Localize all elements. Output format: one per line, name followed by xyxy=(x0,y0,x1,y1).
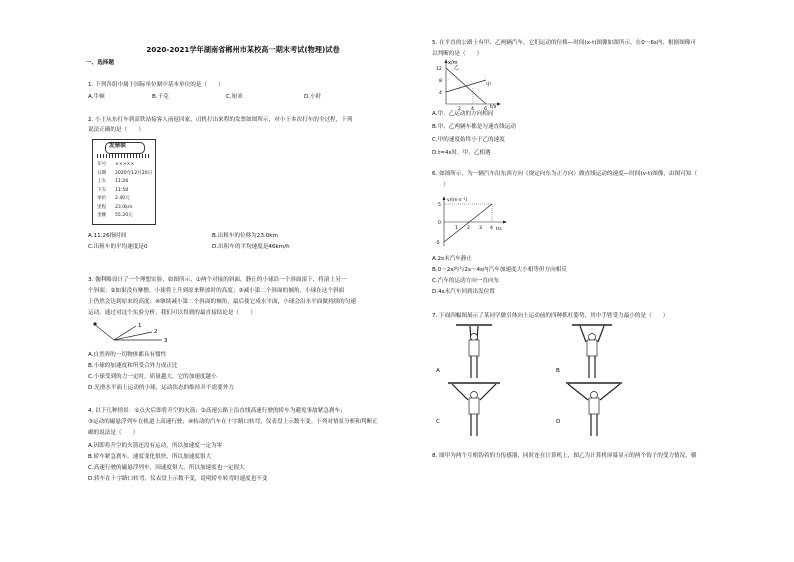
xt-xtick-6: 6 xyxy=(484,107,487,112)
vt-xtick-1: 1 xyxy=(455,226,458,231)
q3-option-c: C.小球受到的力一定时，质量越大，它的加速度越小 xyxy=(88,374,217,380)
vt-ytick-5: 5 xyxy=(438,203,441,208)
q6-line2: ） xyxy=(432,182,449,188)
xt-ytick-12: 12 xyxy=(436,67,442,72)
q4-line3: 确的说法是（ ） xyxy=(88,430,139,436)
q6-line1: 6. 如图所示，为一辆汽车沿东西方向（规定向东为正方向）做直线运动的速度—时间(v-t)图像，由图可知（ xyxy=(432,171,697,177)
receipt-row-label: 里程 xyxy=(97,204,107,210)
vt-xtick-2: 2 xyxy=(467,226,470,231)
receipt-row-label: 单价 xyxy=(97,196,107,201)
vt-graph xyxy=(434,192,510,250)
xt-graph xyxy=(434,56,504,112)
receipt-row-label: 上车 xyxy=(97,179,107,184)
q7-label-c: C xyxy=(436,419,440,425)
xt-ytick-4: 4 xyxy=(439,91,442,96)
xt-ytick-8: 8 xyxy=(439,79,442,84)
section-heading: 一、选择题 xyxy=(86,60,114,66)
q6-option-d: D.4s末汽车回到出发位置 xyxy=(432,289,495,295)
q3-line4: 运动。通过对这个实验分析，我们可以得到的最直接结论是（ ） xyxy=(88,310,256,316)
q4-option-b: B.轿车紧急刹车，速度变化很快，所以加速度很大 xyxy=(88,454,212,460)
q4-option-c: C.高速行驶的磁悬浮列车，因速度很大，所以加速度也一定很大 xyxy=(88,465,245,471)
q1-option-d: D.小时 xyxy=(304,94,322,100)
vt-xtick-4: 4 xyxy=(490,226,493,231)
q1-stem: 1. 下列各组中属于国际单位制中基本单位的是（ ） xyxy=(88,82,224,88)
receipt-row-value: ××××× xyxy=(115,162,135,167)
receipt-row-value: 55.20元 xyxy=(115,213,133,218)
q7-stem: 7. 下面四幅图展示了某同学做引体向上运动前的四种抓杠姿势，其中手臂受力最小的是（ ） xyxy=(432,313,669,319)
page-title: 2020-2021学年湖南省郴州市某校高一期末考试(物理)试卷 xyxy=(146,45,340,54)
pullup-figure-a xyxy=(454,322,494,382)
receipt-figure xyxy=(92,139,156,225)
q1-option-b: B.千克 xyxy=(152,94,169,100)
receipt-row-value: 11:26 xyxy=(115,179,129,184)
q7-label-d: D xyxy=(556,419,561,425)
q6-option-b: B.0～2s内与2s～4s内汽车加速度大小相等但方向相反 xyxy=(432,267,567,273)
incline-label-2: 2 xyxy=(154,329,158,335)
q5-line1: 5. 在平直的公路上有甲、乙两辆汽车，它们运动的位移—时间(x-t)图像如图所示，在0～6s内，根据图像可 xyxy=(432,40,696,46)
incline-label-3: 3 xyxy=(164,338,168,344)
vt-ylabel: v/(m·s⁻¹) xyxy=(447,198,468,203)
q3-line3: 上仍然会达到原来的高度；④继续减小第二个斜面的倾角，最后使它成水平面，小球会沿水平面做持续的匀速 xyxy=(88,299,356,305)
xt-label-yi: 乙 xyxy=(454,65,460,71)
q4-line2: ③运动的磁悬浮列车在轨道上高速行驶；④转动的汽车在十字路口转弯，仪表盘上示数不变。下列对情景分析和判断正 xyxy=(88,419,378,425)
receipt-row-value: 11:50 xyxy=(115,187,129,193)
receipt-header: 发票联 xyxy=(109,143,126,149)
q3-line2: 个斜面；②如果没有摩擦，小球将上升到原来释放时的高度；③减小第二个斜面的倾角，小球在这个斜面 xyxy=(88,288,345,294)
vt-xtick-3: 3 xyxy=(479,226,482,231)
q6-option-a: A.2s末汽车静止 xyxy=(432,256,472,262)
receipt-row-label: 下车 xyxy=(97,187,107,193)
q2-option-a: A.11:26指时间 xyxy=(88,233,127,239)
q6-option-c: C.汽车的运动方向一直向东 xyxy=(432,278,500,284)
receipt-row-label: 日期 xyxy=(97,170,107,176)
pullup-figure-c xyxy=(446,380,502,440)
receipt-row-value: 2020年12月20日 xyxy=(115,170,153,176)
q2-option-d: D.出租车的平均速度是46km/h xyxy=(212,244,290,250)
q4-line1: 4. 以下几种情景：①点火后即将升空的火箭；②高速公路上沿直线高速行驶的轿车为避免事故紧急刹车； xyxy=(88,408,346,414)
q4-option-d: D.轿车在十字路口转弯，仪表盘上示数不变，说明轿车转弯时速度也不变 xyxy=(88,476,268,482)
q2-stem-line2: 说法正确的是（ ） xyxy=(88,127,144,133)
receipt-row-label: 车号 xyxy=(97,162,107,167)
vt-ytick-0: 0 xyxy=(438,221,441,226)
q2-option-b: B.出租车的位移为23.0km xyxy=(212,233,278,239)
vt-line xyxy=(444,204,492,242)
xt-label-jia: 甲 xyxy=(486,82,492,88)
xt-line-jia xyxy=(446,80,486,92)
xt-xlabel: t/s xyxy=(490,104,497,110)
receipt-row-label: 金额 xyxy=(97,213,107,218)
incline-figure xyxy=(90,318,180,350)
q5-option-a: A.甲、乙运动的方向相同 xyxy=(432,111,494,117)
receipt-row-value: 2.40元 xyxy=(115,196,130,201)
q5-option-b: B.甲、乙两辆车都是匀速直线运动 xyxy=(432,124,516,130)
receipt-barcode xyxy=(97,154,151,158)
incline-label-1: 1 xyxy=(138,323,142,329)
q5-option-d: D.t=4s时，甲、乙相遇 xyxy=(432,150,491,156)
q7-label-a: A xyxy=(436,368,440,374)
q5-line2: 以判断的是（ ） xyxy=(432,51,483,57)
q1-option-a: A.牛顿 xyxy=(88,94,105,100)
pullup-figure-d xyxy=(564,380,624,440)
receipt-row-value: 23.0km xyxy=(115,204,133,210)
pullup-figure-b xyxy=(570,322,614,382)
q4-option-a: A.因即将升空的火箭还没有运动，所以加速度一定为零 xyxy=(88,443,223,449)
vt-xlabel: t/s xyxy=(496,227,502,232)
q3-option-d: D.光滑水平面上运动的小球，运动状态的维持并不需要外力 xyxy=(88,385,234,391)
q1-option-c: C.厘米 xyxy=(226,94,243,100)
q8-stem: 8. 图甲为两个互相钩着的力传感器，同时连在计算机上，图乙为计算机屏幕显示的两个钩子的受力情况，横 xyxy=(432,453,697,459)
q5-option-c: C.甲的速度始终小于乙的速度 xyxy=(432,137,505,143)
vt-ytick-minus5: -5 xyxy=(435,241,440,246)
xt-xtick-4: 4 xyxy=(471,107,474,112)
q2-stem-line1: 2. 小王从东打车到高铁站接客人前返回家，司机打出来程的发票如图所示，对小王本次打车的全过程，下列 xyxy=(88,117,353,123)
q7-label-b: B xyxy=(556,368,560,374)
q3-option-a: A.自然界的一切物体都具有惯性 xyxy=(88,352,167,358)
xt-ylabel: x/m xyxy=(448,60,458,66)
q3-option-b: B.小球的加速度和所受合外力成正比 xyxy=(88,363,178,369)
q2-option-c: C.出租车的平均速度是0 xyxy=(88,244,148,250)
xt-xtick-2: 2 xyxy=(458,107,461,112)
q3-line1: 3. 伽利略设计了一个理想实验，如图所示，①两个对接的斜面，静止的小球沿一个斜面滚下，将滚上另一 xyxy=(88,277,347,283)
